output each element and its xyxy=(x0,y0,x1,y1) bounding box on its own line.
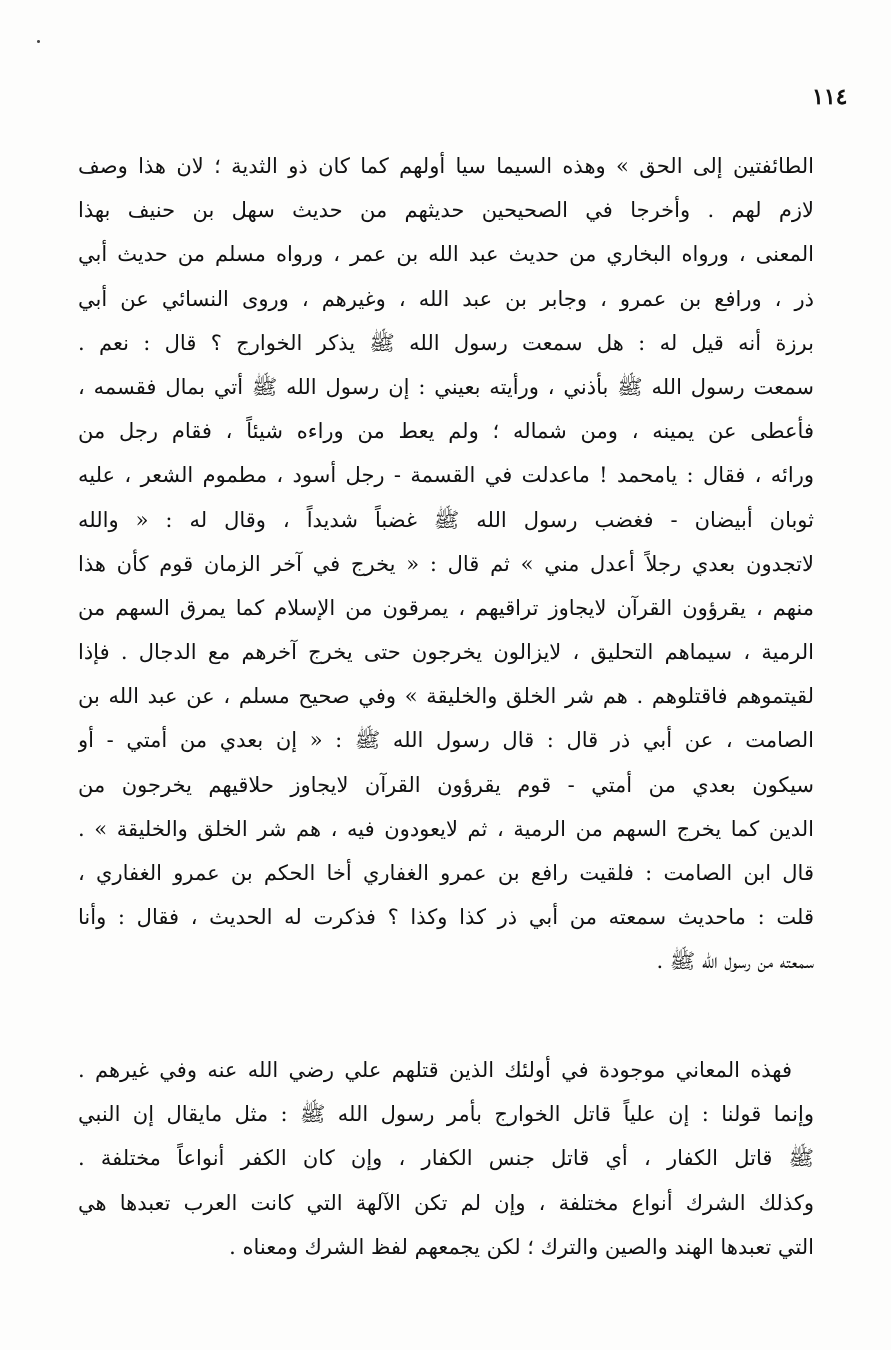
text-line: الصامت ، عن أبي ذر قال : قال رسول الله ﷺ : « إن بعدي من أمتي - أو xyxy=(78,728,814,753)
text-line: الدين كما يخرج السهم من الرمية ، ثم لايعودون فيه ، هم شر الخلق والخليقة » . xyxy=(78,816,814,841)
text-line: ثوبان أبيضان - فغضب رسول الله ﷺ غضباً شديداً ، وقال له : « والله xyxy=(78,507,814,532)
text-line: التي تعبدها الهند والصين والترك ؛ لكن يجمعهم لفظ الشرك ومعناه . xyxy=(229,1234,814,1259)
paragraph-1 xyxy=(78,144,814,984)
text-line: برزة أنه قيل له : هل سمعت رسول الله ﷺ يذكر الخوارج ؟ قال : نعم . xyxy=(78,330,814,355)
text-line: قال ابن الصامت : فلقيت رافع بن عمرو الغفاري أخا الحكم بن عمرو الغفاري ، xyxy=(78,861,814,885)
text-line: سيكون بعدي من أمتي - قوم يقرؤون القرآن لايجاوز حلاقيهم يخرجون من xyxy=(78,772,814,797)
text-line: فأعطى عن يمينه ، ومن شماله ؛ ولم يعط من وراءه شيئاً ، فقام رجل من xyxy=(78,419,814,444)
text-line: قلت : ماحديث سمعته من أبي ذر كذا وكذا ؟ فذكرت له الحديث ، فقال : وأنا xyxy=(78,905,814,930)
paragraph-2 xyxy=(78,1048,814,1269)
text-line: فهذه المعاني موجودة في أولئك الذين قتلهم علي رضي الله عنه وفي غيرهم . xyxy=(78,1058,792,1082)
text-line: لقيتموهم فاقتلوهم . هم شر الخلق والخليقة » وفي صحيح مسلم ، عن عبد الله بن xyxy=(78,684,814,709)
text-line: وكذلك الشرك أنواع مختلفة ، وإن لم تكن الآلهة التي كانت العرب تعبدها هي xyxy=(78,1190,814,1215)
text-line: منهم ، يقرؤون القرآن لايجاوز تراقيهم ، يمرقون من الإسلام كما يمرق السهم من xyxy=(78,595,814,620)
text-line: لازم لهم . وأخرجا في الصحيحين حديثهم من حديث سهل بن حنيف بهذا xyxy=(78,198,814,223)
text-line: ذر ، ورافع بن عمرو ، وجابر بن عبد الله ، وغيرهم ، وروى النسائي عن أبي xyxy=(78,286,814,311)
text-line: ورائه ، فقال : يامحمد ! ماعدلت في القسمة - رجل أسود ، مطموم الشعر ، عليه xyxy=(78,463,814,488)
page-speck xyxy=(37,40,40,43)
page-number: ١١٤ xyxy=(812,84,848,110)
text-line: الرمية ، سيماهم التحليق ، لايزالون يخرجون حتى يخرج آخرهم مع الدجال . فإذا xyxy=(78,640,814,665)
text-line: المعنى ، ورواه البخاري من حديث عبد الله بن عمر ، ورواه مسلم من حديث أبي xyxy=(78,242,814,267)
text-line: لاتجدون بعدي رجلاً أعدل مني » ثم قال : « يخرج في آخر الزمان قوم كأن هذا xyxy=(78,551,814,576)
text-line: سمعت رسول الله ﷺ بأذني ، ورأيته بعيني : إن رسول الله ﷺ أتي بمال فقسمه ، xyxy=(78,374,814,399)
text-line: الطائفتين إلى الحق » وهذه السيما سيا أولهم كما كان ذو الثدية ؛ لان هذا وصف xyxy=(78,154,814,178)
text-line: ﷺ قاتل الكفار ، أي قاتل جنس الكفار ، وإن كان الكفر أنواعاً مختلفة . xyxy=(78,1146,814,1171)
text-line: وإنما قولنا : إن علياً قاتل الخوارج بأمر رسول الله ﷺ : مثل مايقال إن النبي xyxy=(78,1102,814,1127)
text-line: سمعته من رسول الله ﷺ . xyxy=(656,949,814,974)
